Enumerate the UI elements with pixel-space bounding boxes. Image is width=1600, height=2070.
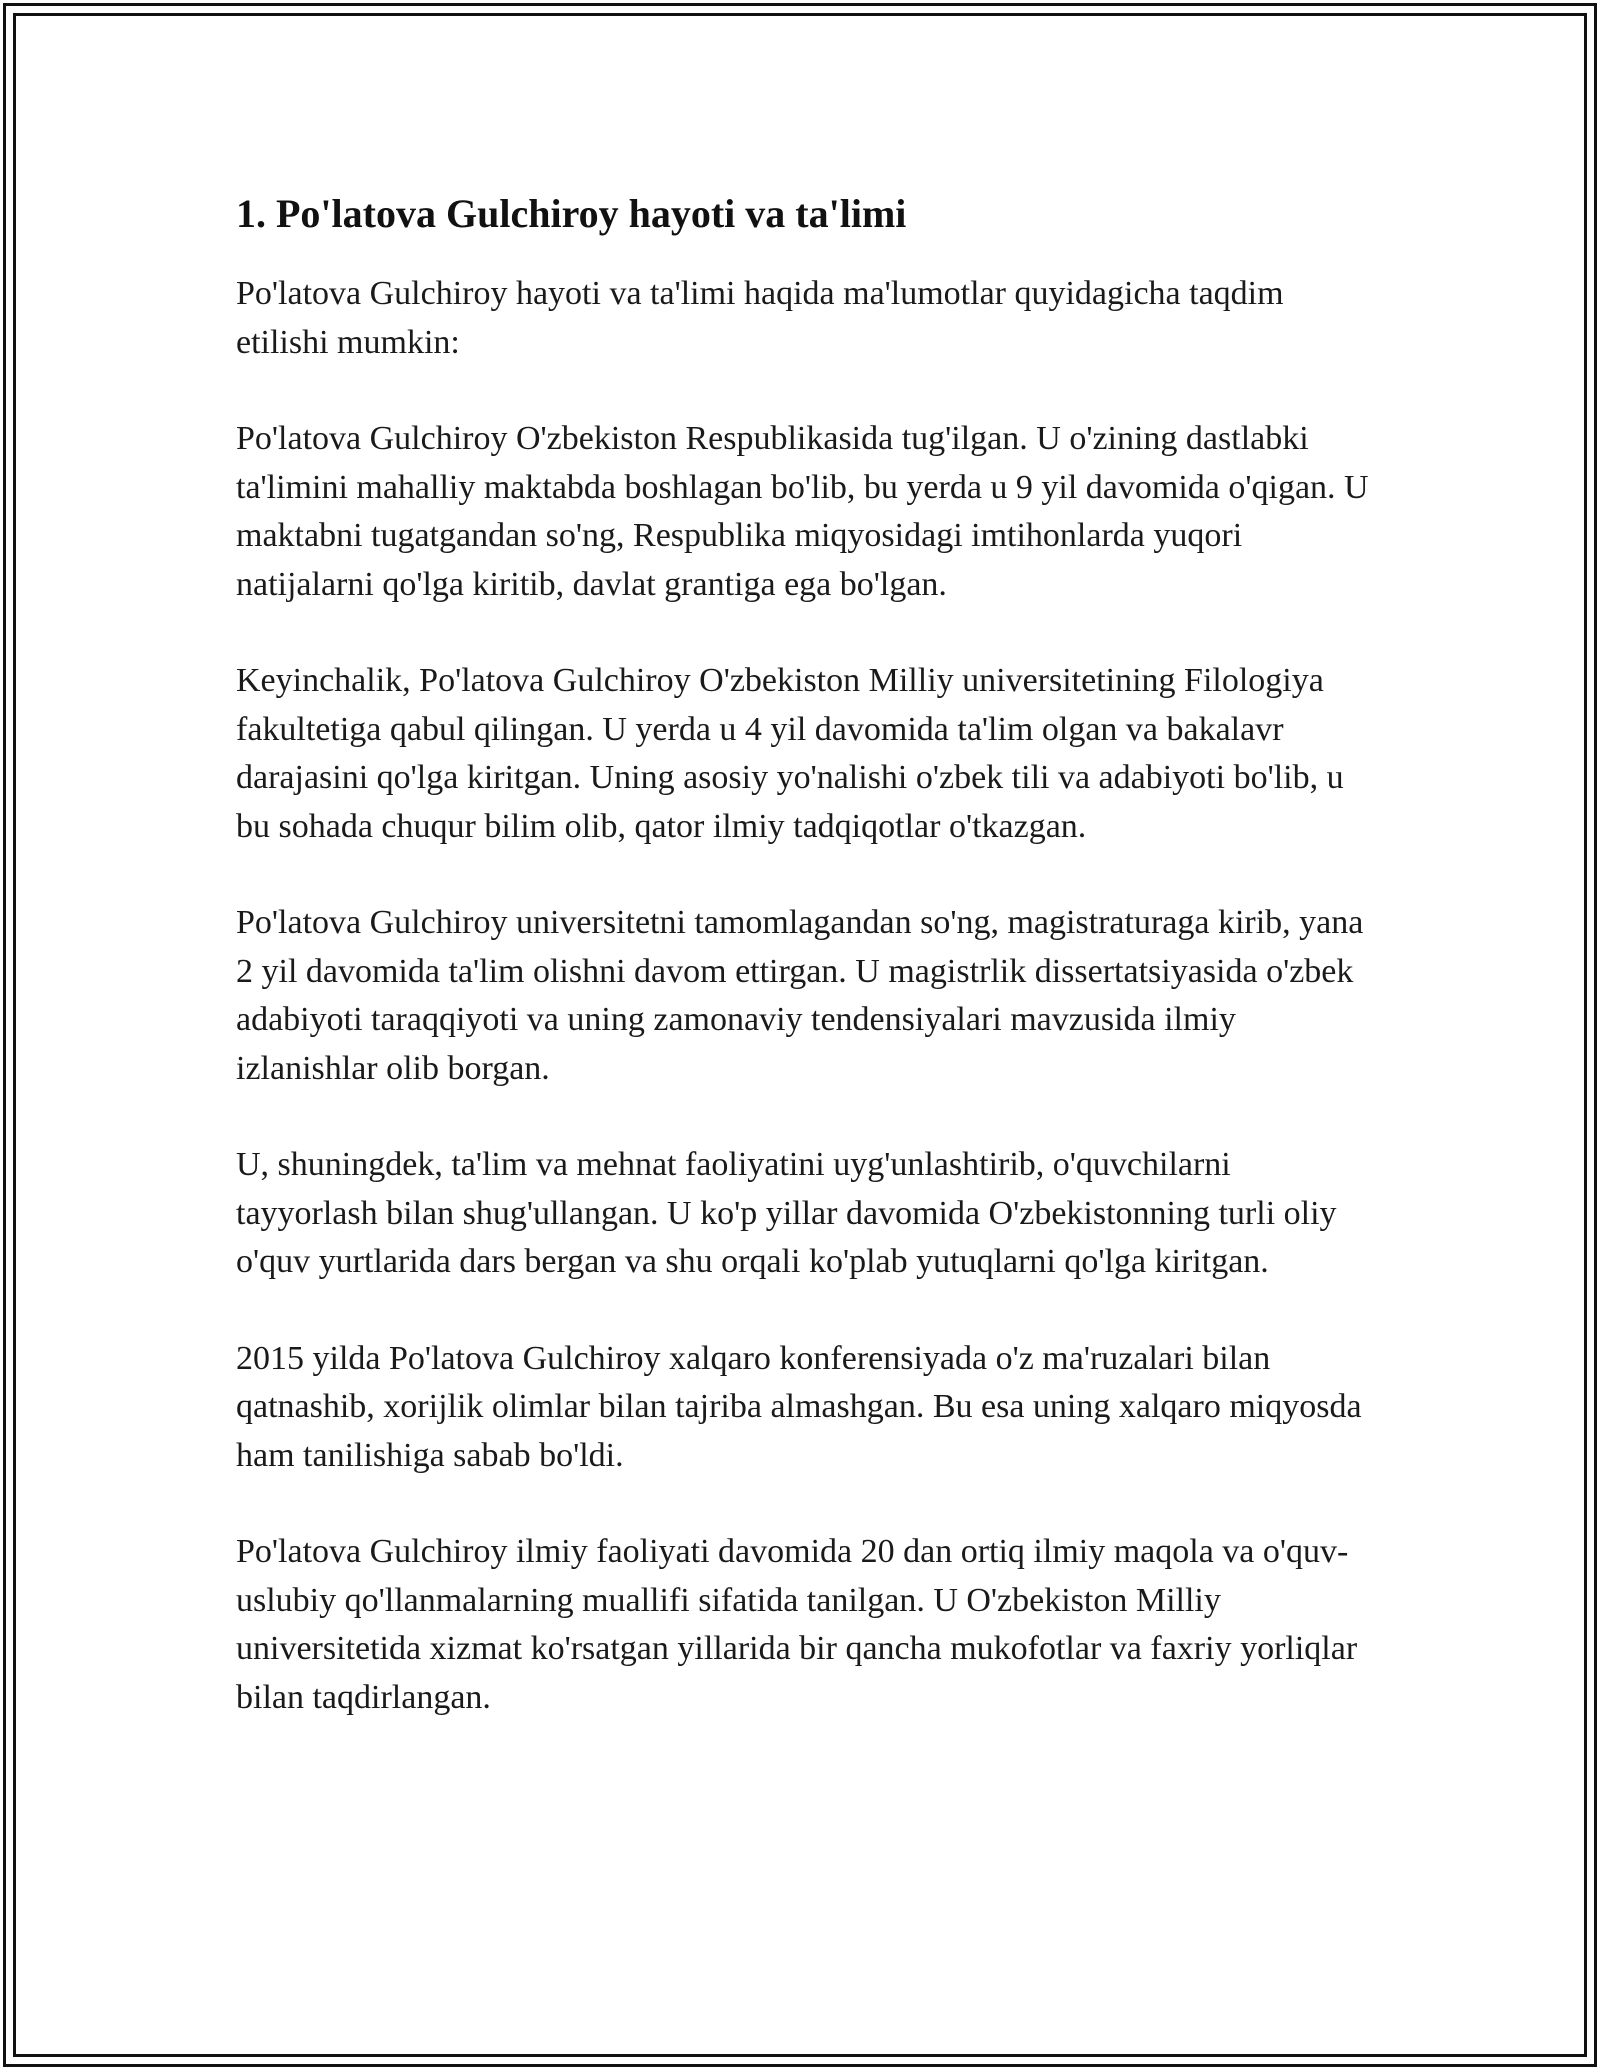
paragraph-publications: Po'latova Gulchiroy ilmiy faoliyati davomida 20 dan ortiq ilmiy maqola va o'quv-uslubiy qo'llanmalarning muallifi sifatida tanilgan. U O'zbekiston Milliy universitetida xizmat ko'rsatgan yillarida bir qancha mukofotlar va faxriy yorliqlar bilan taqdirlangan.: [236, 1533, 1358, 1716]
paragraph-conference: 2015 yilda Po'latova Gulchiroy xalqaro konferensiyada o'z ma'ruzalari bilan qatnashib, xorijlik olimlar bilan tajriba almashgan. Bu esa uning xalqaro miqyosda ham tanilishiga sabab bo'ldi.: [236, 1339, 1362, 1474]
paragraph-early-education: Po'latova Gulchiroy O'zbekiston Respublikasida tug'ilgan. U o'zining dastlabki ta'limini mahalliy maktabda boshlagan bo'lib, bu yerda u 9 yil davomida o'qigan. U maktabni tugatgandan so'ng, Respublika miqyosidagi imtihonlarda yuqori natijalarni qo'lga kiritib, davlat grantiga ega bo'lgan.: [236, 420, 1369, 603]
paragraph-university: Keyinchalik, Po'latova Gulchiroy O'zbekiston Milliy universitetining Filologiya fakultetiga qabul qilingan. U yerda u 4 yil davomida ta'lim olgan va bakalavr darajasini qo'lga kiritgan. Uning asosiy yo'nalishi o'zbek tili va adabiyoti bo'lib, u bu sohada chuqur bilim olib, qator ilmiy tadqiqotlar o'tkazgan.: [236, 662, 1344, 845]
document-body: [236, 186, 1376, 1722]
paragraph-masters: Po'latova Gulchiroy universitetni tamomlagandan so'ng, magistraturaga kirib, yana 2 yil davomida ta'lim olishni davom ettirgan. U magistrlik dissertatsiyasida o'zbek adabiyoti taraqqiyoti va uning zamonaviy tendensiyalari mavzusida ilmiy izlanishlar olib borgan.: [236, 904, 1364, 1087]
paragraph-teaching: U, shuningdek, ta'lim va mehnat faoliyatini uyg'unlashtirib, o'quvchilarni tayyorlash bilan shug'ullangan. U ko'p yillar davomida O'zbekistonning turli oliy o'quv yurtlarida dars bergan va shu orqali ko'plab yutuqlarni qo'lga kiritgan.: [236, 1146, 1337, 1280]
section-heading: 1. Po'latova Gulchiroy hayoti va ta'limi: [236, 191, 907, 236]
paragraph-intro: Po'latova Gulchiroy hayoti va ta'limi haqida ma'lumotlar quyidagicha taqdim etilishi mumkin:: [236, 275, 1284, 361]
